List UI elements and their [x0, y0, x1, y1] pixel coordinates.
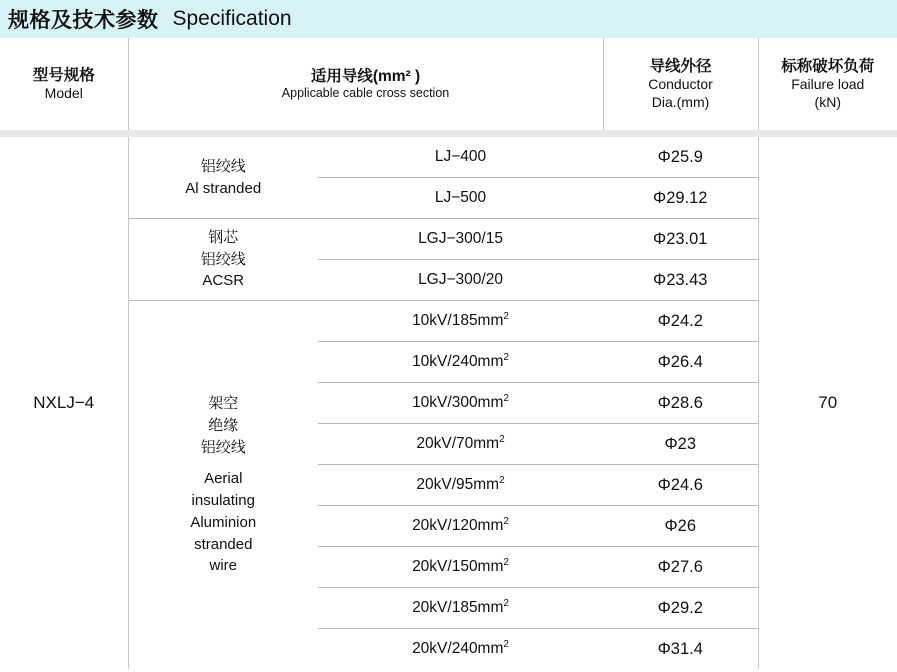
header-load [758, 38, 897, 134]
cable-value [318, 547, 603, 588]
group-label-spacer [129, 458, 319, 468]
header-model [0, 38, 128, 134]
failure-load-value: 70 [758, 134, 897, 670]
group-label-cn-2: 铝绞线 [200, 250, 246, 268]
dia-value: Φ26.4 [603, 342, 758, 383]
group-label-en: Al stranded [185, 179, 262, 197]
cable-superscript: 2 [499, 434, 505, 446]
dia-value: Φ25.9 [603, 134, 758, 178]
dia-value: Φ23.43 [603, 260, 758, 301]
dia-value: Φ26 [603, 506, 758, 547]
header-cable-cn: 适用导线(mm² ) [310, 67, 421, 85]
table-header-row [0, 38, 897, 134]
group-label-acsr [128, 219, 318, 301]
cable-value [318, 588, 603, 629]
group-label-en: ACSR [202, 272, 245, 290]
dia-value: Φ23 [603, 424, 758, 465]
cable-text: 20kV/70mm [416, 435, 500, 453]
cable-value: LGJ−300/20 [318, 260, 603, 301]
cable-superscript: 2 [503, 393, 509, 405]
cable-superscript: 2 [503, 639, 509, 651]
cable-text: 20kV/150mm [412, 558, 504, 576]
header-dia-cn: 导线外径 [649, 57, 712, 75]
page-title-cn: 规格及技术参数 [8, 9, 159, 32]
header-load-en-1: Failure load [791, 76, 865, 93]
header-model-cn: 型号规格 [32, 66, 95, 84]
cable-value [318, 506, 603, 547]
cable-value: LGJ−300/15 [318, 219, 603, 260]
group-label-cn-3: 铝绞线 [200, 438, 246, 456]
dia-value: Φ27.6 [603, 547, 758, 588]
group-label-en-4: stranded [194, 535, 253, 553]
header-load-en-2: (kN) [814, 93, 841, 110]
group-label-en-2: insulating [191, 492, 255, 509]
group-label-al-stranded [128, 134, 318, 219]
group-label-aerial-insulating [128, 301, 318, 670]
header-load-cn: 标称破坏负荷 [781, 57, 875, 75]
specification-table [0, 38, 897, 669]
cable-value [318, 629, 603, 670]
group-label-cn-1: 架空 [208, 395, 239, 412]
table-row [0, 134, 897, 178]
cable-value [318, 383, 603, 424]
cable-value [318, 465, 603, 506]
cable-superscript: 2 [503, 311, 509, 323]
group-label-cn-1: 钢芯 [208, 228, 239, 246]
group-label-en-5: wire [209, 557, 237, 575]
cable-superscript: 2 [503, 516, 509, 528]
dia-value: Φ23.01 [603, 219, 758, 260]
dia-value: Φ31.4 [657, 639, 703, 658]
header-dia-en-1: Conductor [648, 76, 713, 93]
dia-value: Φ24.2 [603, 301, 758, 342]
model-value: NXLJ−4 [0, 134, 128, 670]
cable-superscript: 2 [503, 598, 509, 610]
cable-text: 20kV/240mm [412, 640, 504, 658]
header-cable-en: Applicable cable cross section [281, 85, 450, 100]
cable-text: 20kV/185mm [412, 599, 504, 617]
cable-value: LJ−500 [318, 178, 603, 219]
cable-value: LJ−400 [318, 134, 603, 178]
header-model-en: Model [44, 84, 83, 101]
group-label-en-1: Aerial [204, 470, 243, 488]
group-label-cn: 铝绞线 [200, 157, 246, 175]
cable-text: 20kV/120mm [412, 517, 504, 535]
cable-text: 10kV/300mm [412, 394, 504, 412]
cable-text: 10kV/185mm [412, 312, 504, 330]
header-dia [603, 38, 758, 134]
dia-value: Φ29.12 [603, 178, 758, 219]
group-label-cn-2: 绝缘 [208, 416, 239, 434]
dia-value: Φ29.2 [603, 588, 758, 629]
cable-value [318, 301, 603, 342]
header-cable [128, 38, 603, 134]
cable-superscript: 2 [503, 352, 509, 364]
cable-superscript: 2 [503, 557, 509, 569]
cable-text: 20kV/95mm [416, 476, 500, 494]
dia-value: Φ28.6 [603, 383, 758, 424]
cable-superscript: 2 [499, 475, 505, 487]
header-dia-en-2: Dia.(mm) [651, 93, 710, 110]
cable-text: 10kV/240mm [412, 353, 504, 371]
page-title-en: Specification [172, 7, 292, 30]
group-label-en-3: Aluminion [190, 513, 257, 531]
cable-value [318, 342, 603, 383]
dia-value: Φ24.6 [603, 465, 758, 506]
page-title-bar [0, 0, 897, 38]
cable-value [318, 424, 603, 465]
